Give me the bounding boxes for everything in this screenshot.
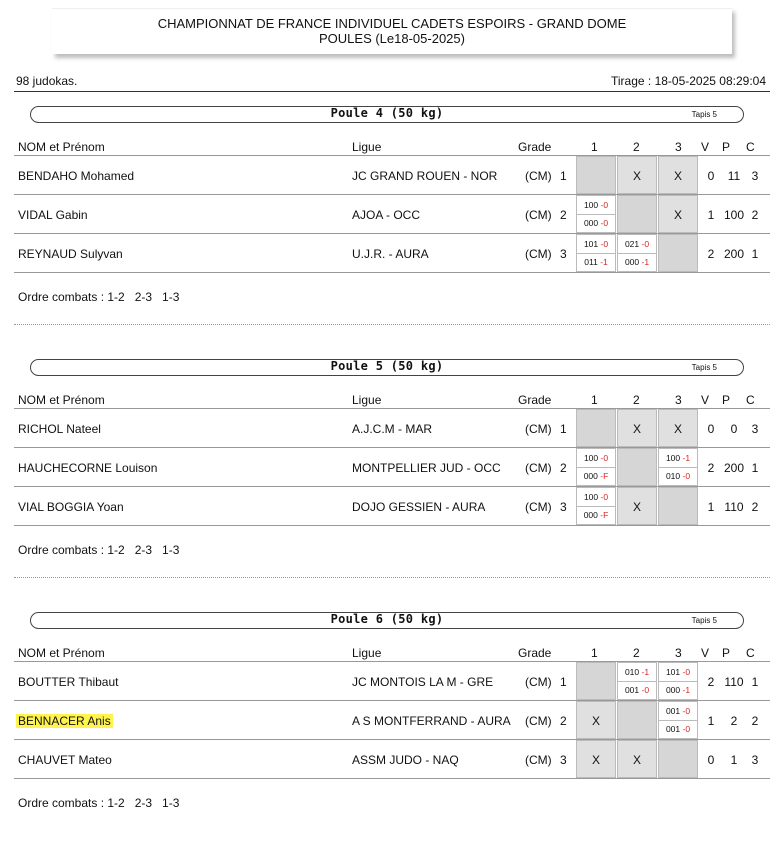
- competitor-row: [0, 487, 776, 526]
- tirage-date: Tirage : 18-05-2025 08:29:04: [611, 74, 766, 88]
- self-cell: [617, 195, 657, 233]
- column-header-v: V: [701, 646, 710, 660]
- competitor-grade: (CM): [525, 461, 552, 475]
- self-cell: [576, 156, 616, 194]
- competitor-row: [0, 701, 776, 740]
- ordre-combats: Ordre combats : 1-2 2-3 1-3: [18, 290, 180, 304]
- poule-5: [0, 359, 776, 612]
- points-value: 200: [723, 247, 745, 261]
- competitor-ligue: A.J.C.M - MAR: [352, 422, 432, 436]
- classement-value: 1: [751, 461, 759, 475]
- competitor-grade: (CM): [525, 714, 552, 728]
- column-header-c3: 3: [675, 140, 682, 154]
- score-top: 100 -0: [577, 197, 615, 215]
- points-value: 0: [730, 422, 738, 436]
- classement-value: 1: [751, 675, 759, 689]
- defeat-mark: X: [591, 714, 600, 728]
- score-cell: [658, 701, 698, 739]
- column-header-ligue: Ligue: [352, 393, 382, 407]
- points-value: 11: [727, 169, 741, 183]
- competitor-name: BENDAHO Mohamed: [18, 169, 135, 183]
- defeat-cell: [658, 409, 698, 447]
- classement-value: 1: [751, 247, 759, 261]
- column-header-c2: 2: [633, 646, 640, 660]
- score-cell: [576, 448, 616, 486]
- row-divider: [14, 272, 770, 273]
- defeat-mark: X: [632, 500, 641, 514]
- self-cell: [576, 662, 616, 700]
- defeat-mark: X: [673, 208, 682, 222]
- self-cell: [658, 234, 698, 272]
- competitor-number: 3: [560, 500, 567, 514]
- score-top: 021 -0: [618, 236, 656, 254]
- score-top: 100 -0: [577, 450, 615, 468]
- points-value: 100: [723, 208, 745, 222]
- score-cell: [617, 234, 657, 272]
- document-title: CHAMPIONNAT DE FRANCE INDIVIDUEL CADETS ESPOIRS - GRAND DOME: [157, 16, 627, 31]
- defeat-mark: X: [632, 169, 641, 183]
- score-cell: [576, 234, 616, 272]
- competitor-name: HAUCHECORNE Louison: [18, 461, 158, 475]
- defeat-cell: [576, 701, 616, 739]
- score-cell: [576, 195, 616, 233]
- column-header-grade: Grade: [518, 646, 552, 660]
- competitor-ligue: AJOA - OCC: [352, 208, 421, 222]
- score-cell: [617, 662, 657, 700]
- competitor-number: 2: [560, 461, 567, 475]
- column-header-c2: 2: [633, 140, 640, 154]
- column-header-c: C: [746, 646, 755, 660]
- poule-4: [0, 106, 776, 359]
- self-cell: [658, 740, 698, 778]
- competitor-ligue: DOJO GESSIEN - AURA: [352, 500, 486, 514]
- victories-value: 2: [707, 247, 715, 261]
- victories-value: 2: [707, 461, 715, 475]
- competitor-number: 1: [560, 675, 567, 689]
- divider: [14, 91, 770, 92]
- poule-header: [30, 359, 744, 376]
- judoka-count: 98 judokas.: [16, 74, 78, 88]
- column-header-p: P: [722, 140, 731, 154]
- score-top: 101 -0: [577, 236, 615, 254]
- competitor-name: VIDAL Gabin: [18, 208, 88, 222]
- score-cell: [576, 487, 616, 525]
- score-bottom: 000 -F: [583, 471, 609, 481]
- defeat-cell: [617, 156, 657, 194]
- defeat-mark: X: [673, 422, 682, 436]
- tapis-label: Tapis 5: [691, 363, 717, 372]
- defeat-cell: [658, 156, 698, 194]
- classement-value: 3: [751, 169, 759, 183]
- defeat-cell: [576, 740, 616, 778]
- competitor-number: 1: [560, 169, 567, 183]
- competitor-number: 1: [560, 422, 567, 436]
- self-cell: [617, 448, 657, 486]
- competitor-name: REYNAUD Sulyvan: [18, 247, 123, 261]
- poule-header: [30, 612, 744, 629]
- competitor-name: VIAL BOGGIA Yoan: [18, 500, 124, 514]
- defeat-cell: [617, 409, 657, 447]
- self-cell: [658, 487, 698, 525]
- column-header-grade: Grade: [518, 140, 552, 154]
- column-header-ligue: Ligue: [352, 646, 382, 660]
- points-value: 2: [730, 714, 738, 728]
- column-header-p: P: [722, 646, 731, 660]
- column-header-name: NOM et Prénom: [18, 140, 105, 154]
- score-bottom: 011 -1: [584, 257, 608, 267]
- defeat-mark: X: [632, 753, 641, 767]
- column-header-v: V: [701, 140, 710, 154]
- poule-6: [0, 612, 776, 865]
- score-cell: [658, 662, 698, 700]
- column-header-c1: 1: [591, 646, 598, 660]
- tapis-label: Tapis 5: [691, 616, 717, 625]
- competitor-row: [0, 448, 776, 487]
- defeat-cell: [617, 487, 657, 525]
- column-header-name: NOM et Prénom: [18, 393, 105, 407]
- score-bottom: 001 -0: [665, 724, 691, 734]
- document-subtitle: POULES (Le18-05-2025): [319, 31, 465, 46]
- points-value: 110: [724, 675, 744, 689]
- competitor-ligue: JC GRAND ROUEN - NOR: [352, 169, 498, 183]
- defeat-cell: [658, 195, 698, 233]
- competitor-ligue: U.J.R. - AURA: [352, 247, 429, 261]
- competitor-ligue: A S MONTFERRAND - AURA: [352, 714, 511, 728]
- classement-value: 3: [751, 753, 759, 767]
- dotted-separator: [14, 577, 770, 578]
- victories-value: 0: [707, 422, 715, 436]
- poule-header: [30, 106, 744, 123]
- competitor-grade: (CM): [525, 169, 552, 183]
- points-value: 110: [724, 500, 744, 514]
- score-top: 010 -1: [618, 664, 656, 682]
- score-bottom: 000 -1: [665, 685, 691, 695]
- score-bottom: 000 -F: [583, 510, 609, 520]
- victories-value: 1: [707, 208, 715, 222]
- defeat-mark: X: [673, 169, 682, 183]
- tapis-label: Tapis 5: [691, 110, 717, 119]
- ordre-combats: Ordre combats : 1-2 2-3 1-3: [18, 543, 180, 557]
- points-value: 200: [723, 461, 745, 475]
- column-header-c: C: [746, 393, 755, 407]
- column-header-ligue: Ligue: [352, 140, 382, 154]
- row-divider: [14, 778, 770, 779]
- poule-title: Poule 4 (50 kg): [330, 106, 444, 120]
- competitor-row: [0, 156, 776, 195]
- classement-value: 2: [751, 500, 759, 514]
- competitor-name: BOUTTER Thibaut: [18, 675, 119, 689]
- victories-value: 1: [707, 500, 715, 514]
- score-top: 001 -0: [659, 703, 697, 721]
- ordre-combats: Ordre combats : 1-2 2-3 1-3: [18, 796, 180, 810]
- column-header-v: V: [701, 393, 710, 407]
- competitor-number: 3: [560, 753, 567, 767]
- victories-value: 0: [707, 753, 715, 767]
- score-cell: [658, 448, 698, 486]
- competitor-row: [0, 409, 776, 448]
- competitor-grade: (CM): [525, 675, 552, 689]
- competitor-grade: (CM): [525, 500, 552, 514]
- score-top: 100 -1: [659, 450, 697, 468]
- column-header-c: C: [746, 140, 755, 154]
- score-top: 100 -0: [577, 489, 615, 507]
- document-title-box: [52, 8, 732, 54]
- competitor-ligue: ASSM JUDO - NAQ: [352, 753, 459, 767]
- column-header-name: NOM et Prénom: [18, 646, 105, 660]
- column-header-c1: 1: [591, 393, 598, 407]
- competitor-row: [0, 195, 776, 234]
- competitor-number: 2: [560, 208, 567, 222]
- victories-value: 0: [707, 169, 715, 183]
- competitor-name: BENNACER Anis: [18, 714, 111, 728]
- competitor-grade: (CM): [525, 247, 552, 261]
- competitor-name: CHAUVET Mateo: [18, 753, 112, 767]
- competitor-grade: (CM): [525, 753, 552, 767]
- column-header-p: P: [722, 393, 731, 407]
- competitor-ligue: JC MONTOIS LA M - GRE: [352, 675, 494, 689]
- points-value: 1: [730, 753, 738, 767]
- competitor-number: 3: [560, 247, 567, 261]
- victories-value: 2: [707, 675, 715, 689]
- competitor-grade: (CM): [525, 422, 552, 436]
- score-bottom: 000 -0: [583, 218, 609, 228]
- score-bottom: 000 -1: [624, 257, 650, 267]
- classement-value: 2: [751, 714, 759, 728]
- competitor-row: [0, 234, 776, 273]
- row-divider: [14, 525, 770, 526]
- column-header-c2: 2: [633, 393, 640, 407]
- competitor-row: [0, 740, 776, 779]
- self-cell: [617, 701, 657, 739]
- competitor-ligue: MONTPELLIER JUD - OCC: [352, 461, 501, 475]
- victories-value: 1: [707, 714, 715, 728]
- defeat-mark: X: [591, 753, 600, 767]
- poule-title: Poule 6 (50 kg): [330, 612, 444, 626]
- competitor-number: 2: [560, 714, 567, 728]
- competitor-grade: (CM): [525, 208, 552, 222]
- self-cell: [576, 409, 616, 447]
- poule-title: Poule 5 (50 kg): [330, 359, 444, 373]
- classement-value: 3: [751, 422, 759, 436]
- column-header-grade: Grade: [518, 393, 552, 407]
- column-header-c3: 3: [675, 646, 682, 660]
- score-bottom: 010 -0: [665, 471, 691, 481]
- classement-value: 2: [751, 208, 759, 222]
- dotted-separator: [14, 324, 770, 325]
- competitor-row: [0, 662, 776, 701]
- defeat-cell: [617, 740, 657, 778]
- column-header-c3: 3: [675, 393, 682, 407]
- score-bottom: 001 -0: [624, 685, 650, 695]
- column-header-c1: 1: [591, 140, 598, 154]
- score-top: 101 -0: [659, 664, 697, 682]
- competitor-name: RICHOL Nateel: [18, 422, 101, 436]
- defeat-mark: X: [632, 422, 641, 436]
